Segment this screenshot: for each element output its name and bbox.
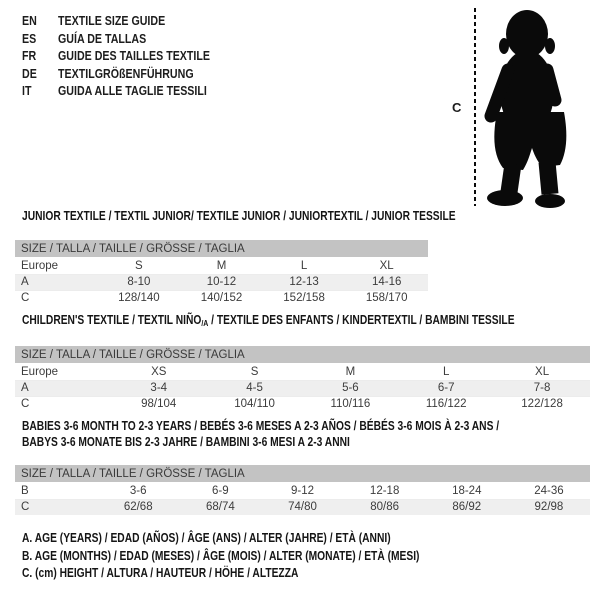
size-value: M [180, 258, 263, 274]
size-header-label: SIZE / TALLA / TAILLE / GRÖSSE / TAGLIA [15, 240, 428, 258]
row-label: C [15, 499, 97, 515]
size-value: 152/158 [263, 290, 346, 306]
language-row-de [22, 65, 243, 83]
junior-size-table [15, 240, 428, 306]
size-value: 62/68 [97, 499, 179, 515]
table-title-segment: BABYS 3-6 MONATE BIS 2-3 JAHRE / BAMBINI 3-6 MESI A 2-3 ANNI [22, 434, 350, 449]
table-title-segment: BABIES 3-6 MONTH TO 2-3 YEARS / BEBÉS 3-6 MESES A 2-3 AÑOS / BÉBÉS 3-6 MOIS À 2-3 ANS / [22, 419, 500, 433]
size-value: XS [111, 364, 207, 380]
row-label: Europe [15, 258, 98, 274]
size-value: 116/122 [398, 396, 494, 412]
row-label: C [15, 290, 98, 306]
size-value: 80/86 [344, 499, 426, 515]
language-title: TEXTILE SIZE GUIDE [58, 13, 166, 29]
table-title-segment: / TEXTILE DES ENFANTS / KINDERTEXTIL / BAMBINI TESSILE [208, 313, 515, 327]
size-value: 128/140 [98, 290, 181, 306]
table-title-children [22, 313, 515, 332]
language-row-en [22, 12, 243, 30]
size-value: 24-36 [508, 483, 590, 499]
size-table [15, 346, 590, 412]
language-row-it [22, 82, 243, 100]
table-row-b [15, 483, 590, 499]
size-value: L [398, 364, 494, 380]
table-row-a [15, 380, 590, 396]
size-value: 7-8 [494, 380, 590, 396]
size-value: S [98, 258, 181, 274]
row-label: B [15, 483, 97, 499]
table-title-junior [22, 209, 456, 225]
table-row-europe [15, 364, 590, 380]
row-label: C [15, 396, 111, 412]
size-value: 98/104 [111, 396, 207, 412]
table-title-segment: /A [201, 318, 209, 328]
babies-size-table [15, 465, 590, 515]
language-code: FR [22, 48, 37, 64]
figure-area [450, 0, 600, 215]
children-size-table [15, 346, 590, 412]
size-header-row [15, 240, 428, 258]
size-value: 9-12 [261, 483, 343, 499]
language-row-fr [22, 47, 243, 65]
legend-note: B. AGE (MONTHS) / EDAD (MESES) / ÂGE (MOIS) / ALTER (MONATE) / ETÀ (MESI) [22, 548, 420, 563]
legend-note: C. (cm) HEIGHT / ALTURA / HAUTEUR / HÖHE / ALTEZZA [22, 566, 299, 580]
size-value: 68/74 [179, 499, 261, 515]
size-value: 3-6 [97, 483, 179, 499]
size-value: XL [345, 258, 428, 274]
size-header-row [15, 346, 590, 364]
size-value: 104/110 [207, 396, 303, 412]
size-value: 12-13 [263, 274, 346, 290]
size-table [15, 465, 590, 515]
size-value: 6-9 [179, 483, 261, 499]
size-value: 18-24 [426, 483, 508, 499]
table-row-c [15, 396, 590, 412]
table-row-c [15, 290, 428, 306]
height-measure-label: C [452, 100, 462, 115]
table-row-a [15, 274, 428, 290]
legend-note: A. AGE (YEARS) / EDAD (AÑOS) / ÂGE (ANS) / ALTER (JAHRE) / ETÀ (ANNI) [22, 531, 391, 545]
table-title-segment: CHILDREN'S TEXTILE / TEXTIL NIÑO [22, 313, 202, 327]
legend-notes [22, 530, 507, 583]
size-header-label: SIZE / TALLA / TAILLE / GRÖSSE / TAGLIA [15, 346, 590, 364]
size-value: 3-4 [111, 380, 207, 396]
size-value: 158/170 [345, 290, 428, 306]
size-value: XL [494, 364, 590, 380]
row-label: A [15, 380, 111, 396]
size-header-label: SIZE / TALLA / TAILLE / GRÖSSE / TAGLIA [15, 465, 590, 483]
size-value: 10-12 [180, 274, 263, 290]
table-title-segment: JUNIOR TEXTILE / TEXTIL JUNIOR/ TEXTILE JUNIOR / JUNIORTEXTIL / JUNIOR TESSILE [22, 209, 456, 223]
language-list [22, 12, 243, 100]
language-title: GUIDA ALLE TAGLIE TESSILI [58, 83, 207, 99]
size-value: 122/128 [494, 396, 590, 412]
table-row-c [15, 499, 590, 515]
language-title: TEXTILGRÖßENFÜHRUNG [58, 65, 194, 81]
size-value: 86/92 [426, 499, 508, 515]
size-value: 8-10 [98, 274, 181, 290]
row-label: Europe [15, 364, 111, 380]
size-value: 12-18 [344, 483, 426, 499]
size-value: 5-6 [302, 380, 398, 396]
language-row-es [22, 30, 243, 48]
size-value: 140/152 [180, 290, 263, 306]
language-code: IT [22, 83, 32, 99]
language-title: GUIDE DES TAILLES TEXTILE [58, 48, 211, 64]
size-value: 14-16 [345, 274, 428, 290]
language-code: ES [22, 30, 37, 46]
size-value: 92/98 [508, 499, 590, 515]
row-label: A [15, 274, 98, 290]
table-title-babies [22, 419, 499, 450]
table-row-europe [15, 258, 428, 274]
size-value: 4-5 [207, 380, 303, 396]
language-title: GUÍA DE TALLAS [58, 30, 147, 46]
language-code: EN [22, 13, 37, 29]
toddler-silhouette-icon [470, 0, 600, 215]
size-value: L [263, 258, 346, 274]
size-header-row [15, 465, 590, 483]
size-value: 6-7 [398, 380, 494, 396]
size-value: 74/80 [261, 499, 343, 515]
language-code: DE [22, 65, 37, 81]
size-table [15, 240, 428, 306]
size-value: S [207, 364, 303, 380]
size-value: 110/116 [302, 396, 398, 412]
size-value: M [302, 364, 398, 380]
